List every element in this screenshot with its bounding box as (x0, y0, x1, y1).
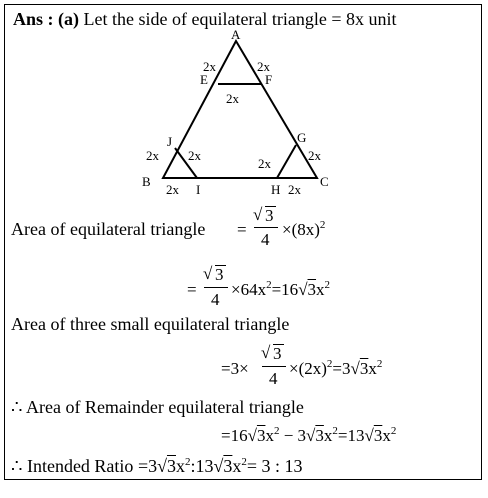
radical-6b: √3 (306, 426, 324, 445)
ratio-exp1: 2 (184, 456, 191, 468)
exp1: 2 (266, 279, 272, 291)
ratio-c: :13 (190, 456, 214, 476)
expr4-tail: x (368, 359, 377, 378)
expr6-c: − 3 (283, 426, 307, 445)
seg-label-HC: 2x (288, 182, 301, 197)
seg-label-GH: 2x (258, 156, 271, 171)
fraction-denominator-2: 4 (211, 290, 220, 309)
vertex-E: E (200, 72, 208, 87)
radical-sign: √ (253, 205, 263, 224)
radical-7a: √3 (157, 456, 176, 476)
ratio-label: Intended Ratio (26, 456, 134, 476)
fraction-numerator: 3 (265, 206, 274, 225)
heading-text: Let the side of equilateral triangle = 8x unit (83, 9, 397, 29)
answer-prefix: Ans : (a) (13, 9, 79, 29)
fraction-numerator-2: 3 (215, 265, 224, 284)
radical-inline: √3 (298, 280, 317, 299)
expr-eq2: =16 (271, 280, 299, 299)
expression-text: ×(8x) (282, 220, 320, 239)
radicand-6a: 3 (256, 426, 266, 445)
exponent: 2 (319, 219, 326, 231)
radical-inline-4: √3 (350, 359, 369, 378)
ratio-result: = 3 : 13 (246, 456, 303, 476)
fraction-numerator-4: 3 (273, 344, 282, 363)
fraction-bar-2 (204, 287, 228, 288)
radical-sign-4: √ (261, 343, 271, 362)
seg-label-AE: 2x (203, 59, 216, 74)
expr4-exp2: 2 (376, 358, 383, 370)
radicand-7a: 3 (166, 456, 176, 476)
radicand-4: 3 (359, 359, 369, 378)
radical-6a: √3 (247, 426, 266, 445)
outer-triangle (163, 41, 317, 178)
equals-sign-2: = (187, 280, 197, 299)
expression-tail (282, 221, 325, 238)
therefore-symbol: ∴ (11, 397, 23, 417)
ratio-b: x (175, 456, 185, 476)
ratio-exp2: 2 (241, 456, 247, 468)
expr6-f: x (382, 426, 391, 445)
vertex-G: G (297, 130, 307, 145)
radicand-6b: 3 (315, 426, 324, 445)
vertex-I: I (196, 182, 201, 197)
expr-tail: x (316, 280, 325, 299)
expression-4-start: =3× (221, 359, 249, 378)
ratio-a: =3 (137, 456, 158, 476)
vertex-A: A (231, 27, 241, 42)
seg-label-EF: 2x (226, 91, 239, 106)
expr6-exp2: 2 (332, 425, 338, 437)
seg-label-AF: 2x (257, 59, 270, 74)
radical-7b: √3 (213, 456, 233, 476)
expr6-e: =13 (337, 426, 365, 445)
ratio-d: x (232, 456, 242, 476)
expression-2 (231, 281, 330, 298)
fraction-bar-4 (262, 366, 286, 367)
radicand: 3 (307, 280, 317, 299)
therefore-symbol-2: ∴ (11, 456, 23, 476)
radical-sign-2: √ (203, 264, 213, 283)
fraction-denominator: 4 (261, 230, 270, 249)
remainder-text: Area of Remainder equilateral triangle (25, 397, 304, 417)
expr4-mid: ×(2x) (289, 359, 327, 378)
vertex-B: B (142, 174, 151, 189)
expression-4 (289, 360, 382, 377)
radicand-7b: 3 (223, 456, 233, 476)
ratio-line (11, 457, 303, 475)
fraction-denominator-4: 4 (269, 369, 278, 388)
seg-label-BI: 2x (166, 182, 179, 197)
expr4-exp1: 2 (326, 358, 333, 370)
seg-label-BJ: 2x (146, 148, 159, 163)
expr6-d: x (323, 426, 333, 445)
equals-sign: = (237, 220, 247, 239)
expr6-exp1: 2 (273, 425, 280, 437)
vertex-C: C (320, 174, 329, 189)
small-triangles-label: Area of three small equilateral triangle (11, 314, 290, 334)
exp2: 2 (324, 279, 331, 291)
radicand-6c: 3 (373, 426, 383, 445)
expr6-b: x (265, 426, 274, 445)
expr-mid: ×64x (231, 280, 267, 299)
remainder-expression (221, 427, 396, 444)
expr6-a: =16 (221, 426, 248, 445)
fraction-bar (254, 227, 278, 228)
segment-GH (277, 145, 296, 178)
vertex-F: F (265, 72, 273, 87)
vertex-H: H (271, 182, 281, 197)
expr4-eq2: =3 (332, 359, 351, 378)
seg-label-JI: 2x (188, 148, 201, 163)
remainder-label (11, 398, 304, 416)
seg-label-GC: 2x (308, 148, 321, 163)
area-label: Area of equilateral triangle (11, 219, 206, 239)
vertex-J: J (167, 134, 173, 149)
expr6-exp3: 2 (390, 425, 397, 437)
radical-6c: √3 (364, 426, 383, 445)
